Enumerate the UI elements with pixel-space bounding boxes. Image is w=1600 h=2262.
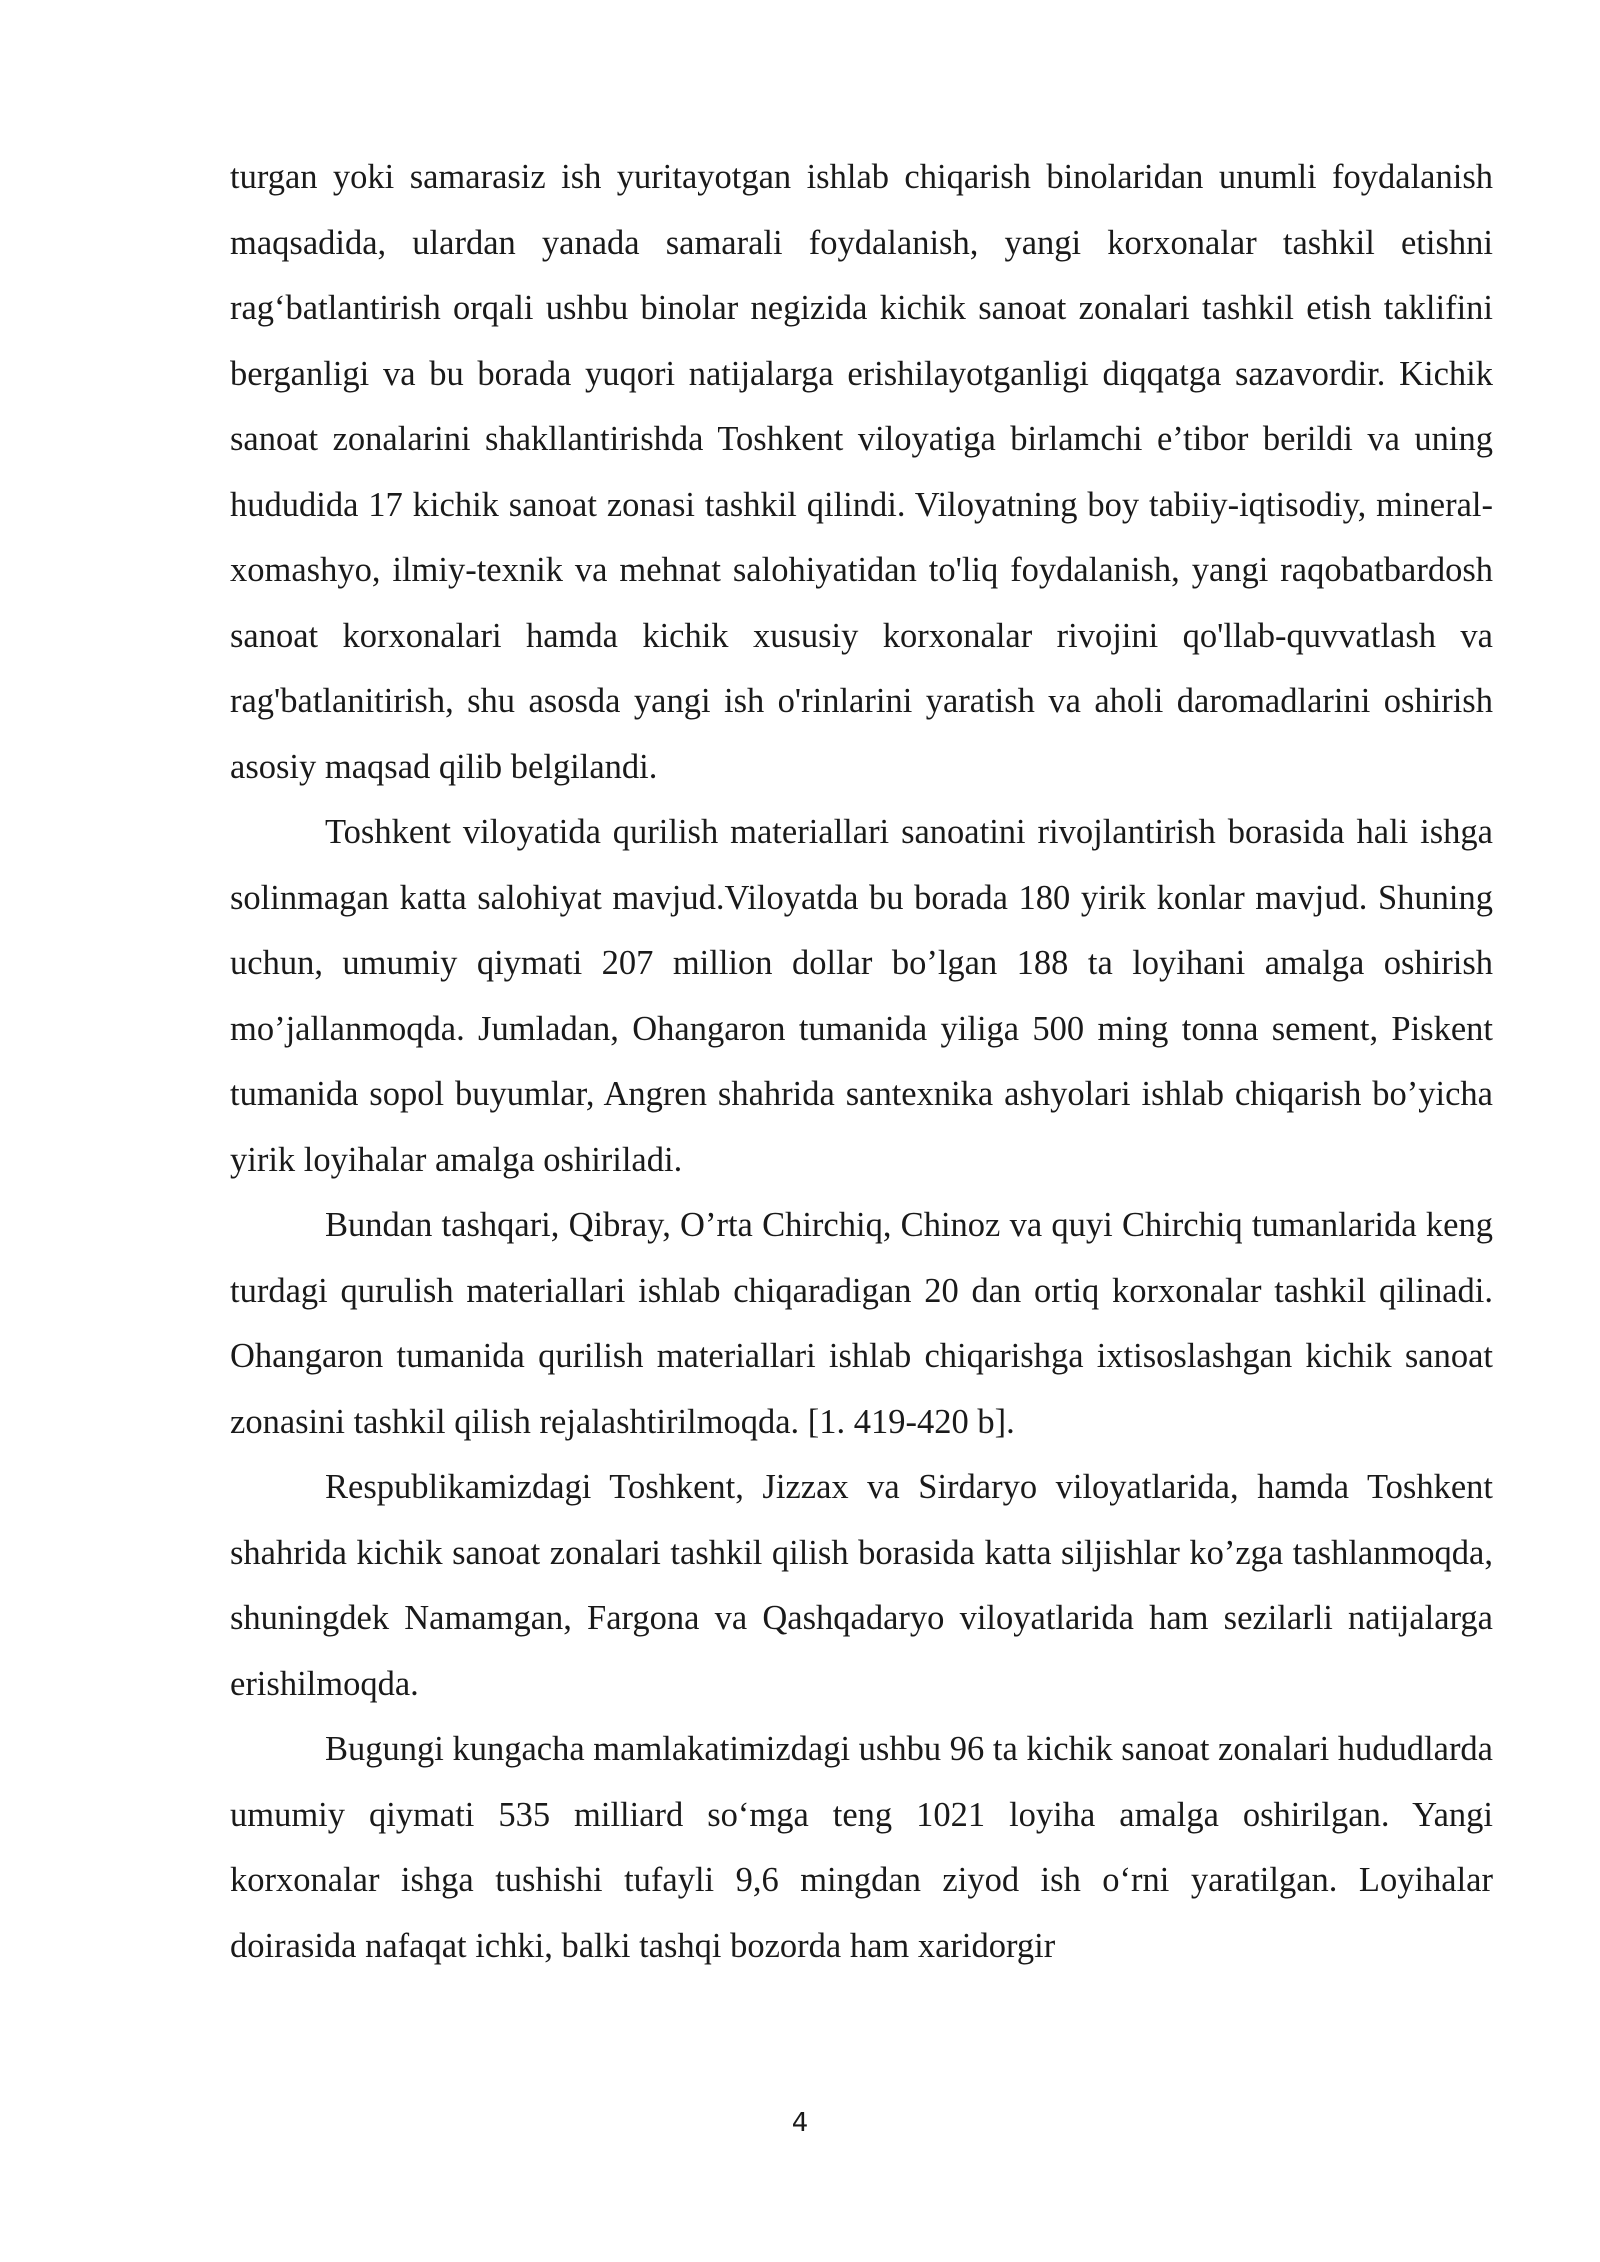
- paragraph-regions: Respublikamizdagi Toshkent, Jizzax va Sirdaryo viloyatlarida, hamda Toshkent shahrida kichik sanoat zonalari tashkil qilish borasida katta siljishlar ko’zga tashlanmoqda, shuningdek Namamgan, Fargona va Qashqadaryo viloyatlarida ham sezilarli natijalarga erishilmoqda.: [230, 1468, 1493, 1703]
- paragraph-districts: Bundan tashqari, Qibray, O’rta Chirchiq, Chinoz va quyi Chirchiq tumanlarida keng turdagi qurulish materiallari ishlab chiqaradigan 20 dan ortiq korxonalar tashkil qilinadi. Ohangaron tumanida qurilish materiallari ishlab chiqarishga ixtisoslashgan kichik sanoat zonasini tashkil qilish rejalashtirilmoqda. [1. 419-420 b].: [230, 1206, 1493, 1441]
- paragraph-industrial-zones: Bugungi kungacha mamlakatimizdagi ushbu 96 ta kichik sanoat zonalari hududlarda umumiy qiymati 535 milliard so‘mga teng 1021 loyiha amalga oshirilgan. Yangi korxonalar ishga tushishi tufayli 9,6 mingdan ziyod ish o‘rni yaratilgan. Loyihalar doirasida nafaqat ichki, balki tashqi bozorda ham xaridorgir: [230, 1730, 1493, 1965]
- paragraph-construction-materials: Toshkent viloyatida qurilish materiallari sanoatini rivojlantirish borasida hali ishga solinmagan katta salohiyat mavjud.Viloyatda bu borada 180 yirik konlar mavjud. Shuning uchun, umumiy qiymati 207 million dollar bo’lgan 188 ta loyihani amalga oshirish mo’jallanmoqda. Jumladan, Ohangaron tumanida yiliga 500 ming tonna sement, Piskent tumanida sopol buyumlar, Angren shahrida santexnika ashyolari ishlab chiqarish bo’yicha yirik loyihalar amalga oshiriladi.: [230, 813, 1493, 1179]
- page-number: 4: [791, 2108, 809, 2138]
- paragraph-continuation: turgan yoki samarasiz ish yuritayotgan ishlab chiqarish binolaridan unumli foydalanish maqsadida, ulardan yanada samarali foydalanish, yangi korxonalar tashkil etishni rag‘batlantirish orqali ushbu binolar negizida kichik sanoat zonalari tashkil etish taklifini berganligi va bu borada yuqori natijalarga erishilayotganligi diqqatga sazavordir. Kichik sanoat zonalarini shakllantirishda Toshkent viloyatiga birlamchi e’tibor berildi va uning hududida 17 kichik sanoat zonasi tashkil qilindi. Viloyatning boy tabiiy-iqtisodiy, mineral-xomashyo, ilmiy-texnik va mehnat salohiyatidan to'liq foydalanish, yangi raqobatbardosh sanoat korxonalari hamda kichik xususiy korxonalar rivojini qo'llab-quvvatlash va rag'batlanitirish, shu asosda yangi ish o'rinlarini yaratish va aholi daromadlarini oshirish asosiy maqsad qilib belgilandi.: [230, 158, 1493, 786]
- document-body: [230, 145, 1493, 1979]
